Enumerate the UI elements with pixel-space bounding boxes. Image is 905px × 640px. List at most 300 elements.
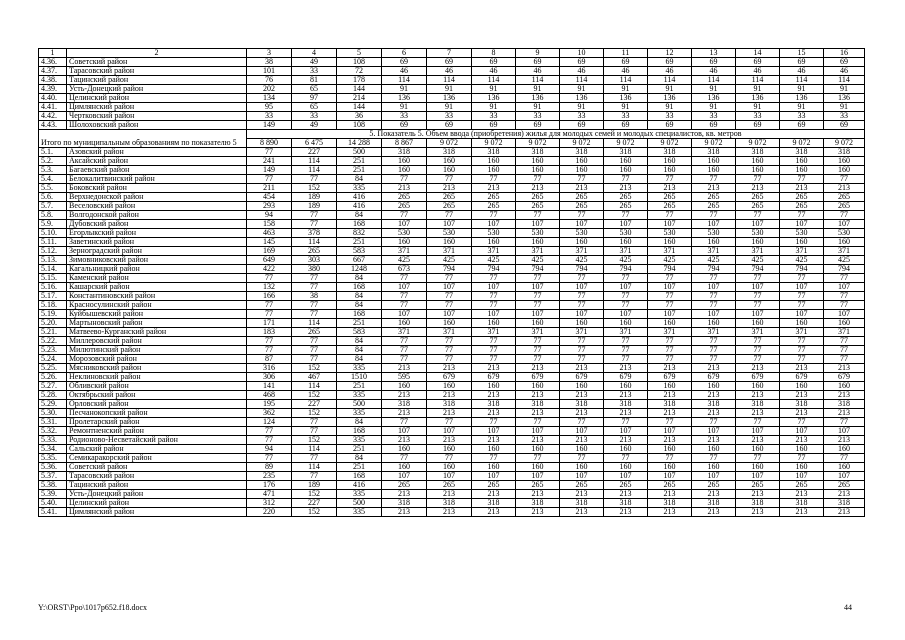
value-cell: 251 <box>337 319 382 328</box>
table-row <box>39 373 865 382</box>
value-cell: 371 <box>427 247 472 256</box>
value-cell: 77 <box>780 211 824 220</box>
value-cell: 213 <box>736 184 780 193</box>
value-cell: 107 <box>560 283 604 292</box>
value-cell: 84 <box>337 355 382 364</box>
value-cell: 213 <box>427 391 472 400</box>
value-cell: 679 <box>516 373 560 382</box>
value-cell: 77 <box>247 454 292 463</box>
value-cell: 136 <box>382 94 427 103</box>
district-name: Тарасовский район <box>67 67 247 76</box>
value-cell: 318 <box>427 400 472 409</box>
value-cell: 679 <box>736 373 780 382</box>
value-cell: 371 <box>382 328 427 337</box>
value-cell: 160 <box>692 319 736 328</box>
value-cell: 77 <box>427 301 472 310</box>
value-cell: 136 <box>560 94 604 103</box>
value-cell: 679 <box>427 373 472 382</box>
value-cell: 107 <box>736 427 780 436</box>
document-page <box>38 48 864 517</box>
value-cell: 160 <box>427 166 472 175</box>
total-value: 9 072 <box>427 139 472 148</box>
value-cell: 673 <box>382 265 427 274</box>
table-row <box>39 445 865 454</box>
value-cell: 530 <box>604 229 648 238</box>
value-cell: 77 <box>472 355 516 364</box>
value-cell: 318 <box>692 499 736 508</box>
value-cell: 77 <box>292 418 337 427</box>
value-cell: 160 <box>736 445 780 454</box>
value-cell: 213 <box>736 436 780 445</box>
value-cell: 160 <box>560 319 604 328</box>
table-row <box>39 499 865 508</box>
value-cell: 136 <box>472 94 516 103</box>
value-cell: 152 <box>292 391 337 400</box>
section-title: 5. Показатель 5. Объем ввода (приобретения) жилья для молодых семей и молодых специалистов, кв. метров <box>247 130 865 139</box>
value-cell: 46 <box>604 67 648 76</box>
value-cell: 69 <box>472 121 516 130</box>
value-cell: 77 <box>247 346 292 355</box>
value-cell: 160 <box>692 382 736 391</box>
value-cell: 33 <box>648 112 692 121</box>
value-cell: 77 <box>824 292 865 301</box>
row-number: 5.30. <box>39 409 67 418</box>
value-cell: 107 <box>516 472 560 481</box>
value-cell: 114 <box>648 76 692 85</box>
value-cell: 265 <box>516 193 560 202</box>
value-cell: 77 <box>292 472 337 481</box>
value-cell: 91 <box>736 103 780 112</box>
value-cell: 265 <box>516 481 560 490</box>
value-cell: 265 <box>692 193 736 202</box>
value-cell: 77 <box>692 454 736 463</box>
value-cell: 160 <box>824 463 865 472</box>
value-cell: 251 <box>337 238 382 247</box>
value-cell: 160 <box>824 157 865 166</box>
value-cell: 107 <box>560 310 604 319</box>
value-cell: 65 <box>292 103 337 112</box>
row-number: 5.5. <box>39 184 67 193</box>
value-cell: 77 <box>648 337 692 346</box>
value-cell: 77 <box>824 211 865 220</box>
value-cell: 149 <box>247 121 292 130</box>
value-cell: 251 <box>337 157 382 166</box>
value-cell: 160 <box>648 166 692 175</box>
value-cell: 160 <box>516 445 560 454</box>
value-cell: 530 <box>427 229 472 238</box>
value-cell: 265 <box>292 328 337 337</box>
value-cell: 33 <box>692 112 736 121</box>
value-cell: 213 <box>472 490 516 499</box>
value-cell: 318 <box>382 400 427 409</box>
value-cell: 265 <box>560 193 604 202</box>
district-name: Обливский район <box>67 382 247 391</box>
value-cell: 91 <box>472 103 516 112</box>
footer-file-path: Y:\ORST\Ppo\1017p652.f18.docx <box>38 603 148 612</box>
value-cell: 213 <box>427 436 472 445</box>
row-number: 4.42. <box>39 112 67 121</box>
value-cell: 213 <box>648 184 692 193</box>
value-cell: 318 <box>736 499 780 508</box>
value-cell: 265 <box>604 193 648 202</box>
value-cell: 77 <box>472 175 516 184</box>
row-number: 5.9. <box>39 220 67 229</box>
value-cell: 318 <box>648 400 692 409</box>
value-cell: 152 <box>292 508 337 517</box>
value-cell: 371 <box>382 247 427 256</box>
value-cell: 318 <box>648 148 692 157</box>
value-cell: 213 <box>824 436 865 445</box>
value-cell: 160 <box>692 238 736 247</box>
district-name: Мартыновский район <box>67 319 247 328</box>
row-number: 5.10. <box>39 229 67 238</box>
value-cell: 77 <box>648 301 692 310</box>
value-cell: 152 <box>292 364 337 373</box>
value-cell: 416 <box>337 481 382 490</box>
header-cell: 2 <box>67 49 247 58</box>
table-row <box>39 67 865 76</box>
value-cell: 38 <box>247 58 292 67</box>
value-cell: 213 <box>560 490 604 499</box>
district-name: Целинский район <box>67 499 247 508</box>
value-cell: 108 <box>337 58 382 67</box>
value-cell: 136 <box>692 94 736 103</box>
value-cell: 77 <box>780 418 824 427</box>
value-cell: 107 <box>516 427 560 436</box>
value-cell: 241 <box>247 157 292 166</box>
value-cell: 160 <box>648 157 692 166</box>
value-cell: 107 <box>692 472 736 481</box>
value-cell: 77 <box>560 211 604 220</box>
value-cell: 202 <box>247 85 292 94</box>
value-cell: 107 <box>382 427 427 436</box>
value-cell: 318 <box>824 400 865 409</box>
value-cell: 33 <box>560 112 604 121</box>
value-cell: 335 <box>337 490 382 499</box>
value-cell: 160 <box>736 463 780 472</box>
value-cell: 371 <box>604 328 648 337</box>
table-row <box>39 148 865 157</box>
value-cell: 335 <box>337 364 382 373</box>
value-cell: 77 <box>382 274 427 283</box>
value-cell: 114 <box>427 76 472 85</box>
value-cell: 220 <box>247 508 292 517</box>
row-number: 5.4. <box>39 175 67 184</box>
value-cell: 114 <box>824 76 865 85</box>
value-cell: 160 <box>382 319 427 328</box>
value-cell: 213 <box>516 391 560 400</box>
value-cell: 114 <box>292 157 337 166</box>
value-cell: 84 <box>337 418 382 427</box>
value-cell: 160 <box>472 166 516 175</box>
district-name: Целинский район <box>67 94 247 103</box>
value-cell: 81 <box>292 76 337 85</box>
row-number: 5.15. <box>39 274 67 283</box>
value-cell: 136 <box>648 94 692 103</box>
value-cell: 77 <box>427 355 472 364</box>
value-cell: 265 <box>824 202 865 211</box>
value-cell: 318 <box>604 400 648 409</box>
value-cell: 160 <box>736 382 780 391</box>
value-cell: 318 <box>560 499 604 508</box>
value-cell: 91 <box>824 103 865 112</box>
value-cell: 69 <box>780 121 824 130</box>
value-cell: 33 <box>247 112 292 121</box>
value-cell: 107 <box>648 427 692 436</box>
value-cell: 69 <box>736 58 780 67</box>
value-cell: 530 <box>560 229 604 238</box>
value-cell: 107 <box>692 427 736 436</box>
header-row <box>39 49 865 58</box>
table-row <box>39 76 865 85</box>
value-cell: 46 <box>736 67 780 76</box>
value-cell: 107 <box>560 427 604 436</box>
row-number: 4.38. <box>39 76 67 85</box>
row-number: 5.23. <box>39 346 67 355</box>
value-cell: 213 <box>604 508 648 517</box>
row-number: 5.16. <box>39 283 67 292</box>
value-cell: 46 <box>648 67 692 76</box>
value-cell: 108 <box>337 121 382 130</box>
value-cell: 213 <box>824 490 865 499</box>
row-number: 5.13. <box>39 256 67 265</box>
value-cell: 213 <box>516 490 560 499</box>
row-number: 5.29. <box>39 400 67 409</box>
row-number: 5.20. <box>39 319 67 328</box>
value-cell: 189 <box>292 481 337 490</box>
value-cell: 160 <box>472 463 516 472</box>
value-cell: 160 <box>604 445 648 454</box>
value-cell: 77 <box>247 427 292 436</box>
table-row <box>39 166 865 175</box>
value-cell: 303 <box>292 256 337 265</box>
value-cell: 84 <box>337 346 382 355</box>
value-cell: 77 <box>427 211 472 220</box>
district-name: Миллеровский район <box>67 337 247 346</box>
value-cell: 583 <box>337 328 382 337</box>
value-cell: 107 <box>382 472 427 481</box>
value-cell: 213 <box>692 490 736 499</box>
value-cell: 77 <box>516 346 560 355</box>
row-number: 5.34. <box>39 445 67 454</box>
value-cell: 500 <box>337 499 382 508</box>
district-name: Зерноградский район <box>67 247 247 256</box>
value-cell: 152 <box>292 184 337 193</box>
value-cell: 265 <box>472 193 516 202</box>
district-name: Тацинский район <box>67 481 247 490</box>
value-cell: 77 <box>382 292 427 301</box>
district-name: Октябрьский район <box>67 391 247 400</box>
value-cell: 500 <box>337 148 382 157</box>
value-cell: 530 <box>472 229 516 238</box>
value-cell: 77 <box>692 292 736 301</box>
value-cell: 77 <box>516 301 560 310</box>
value-cell: 33 <box>516 112 560 121</box>
value-cell: 77 <box>292 427 337 436</box>
value-cell: 213 <box>780 508 824 517</box>
value-cell: 160 <box>648 319 692 328</box>
value-cell: 77 <box>472 211 516 220</box>
table-row <box>39 220 865 229</box>
value-cell: 38 <box>292 292 337 301</box>
value-cell: 530 <box>824 229 865 238</box>
value-cell: 77 <box>692 337 736 346</box>
value-cell: 114 <box>780 76 824 85</box>
value-cell: 107 <box>472 472 516 481</box>
total-value: 14 288 <box>337 139 382 148</box>
total-value: 9 072 <box>472 139 516 148</box>
table-row <box>39 355 865 364</box>
value-cell: 160 <box>516 463 560 472</box>
value-cell: 114 <box>292 319 337 328</box>
value-cell: 227 <box>292 400 337 409</box>
value-cell: 794 <box>516 265 560 274</box>
district-name: Каменский район <box>67 274 247 283</box>
row-number: 5.33. <box>39 436 67 445</box>
value-cell: 77 <box>382 418 427 427</box>
value-cell: 107 <box>824 283 865 292</box>
value-cell: 69 <box>780 58 824 67</box>
value-cell: 160 <box>516 166 560 175</box>
value-cell: 265 <box>780 202 824 211</box>
value-cell: 371 <box>560 328 604 337</box>
value-cell: 213 <box>692 184 736 193</box>
value-cell: 77 <box>382 346 427 355</box>
value-cell: 77 <box>247 148 292 157</box>
value-cell: 77 <box>736 337 780 346</box>
value-cell: 91 <box>560 103 604 112</box>
value-cell: 213 <box>604 364 648 373</box>
table-row <box>39 301 865 310</box>
value-cell: 77 <box>824 355 865 364</box>
value-cell: 160 <box>692 445 736 454</box>
value-cell: 91 <box>648 85 692 94</box>
header-cell: 16 <box>824 49 865 58</box>
value-cell: 107 <box>382 310 427 319</box>
footer-page-number: 44 <box>844 603 852 612</box>
value-cell: 265 <box>736 481 780 490</box>
value-cell: 213 <box>736 391 780 400</box>
value-cell: 500 <box>337 400 382 409</box>
value-cell: 794 <box>648 265 692 274</box>
value-cell: 316 <box>247 364 292 373</box>
value-cell: 77 <box>692 418 736 427</box>
value-cell: 160 <box>427 382 472 391</box>
value-cell: 91 <box>692 85 736 94</box>
value-cell: 136 <box>780 94 824 103</box>
value-cell: 265 <box>427 193 472 202</box>
value-cell: 77 <box>247 436 292 445</box>
value-cell: 679 <box>560 373 604 382</box>
value-cell: 107 <box>824 472 865 481</box>
value-cell: 160 <box>824 382 865 391</box>
row-number: 5.31. <box>39 418 67 427</box>
header-cell: 8 <box>472 49 516 58</box>
value-cell: 160 <box>736 157 780 166</box>
table-row <box>39 283 865 292</box>
value-cell: 77 <box>427 418 472 427</box>
district-name: Морозовский район <box>67 355 247 364</box>
value-cell: 33 <box>824 112 865 121</box>
value-cell: 160 <box>604 238 648 247</box>
value-cell: 318 <box>692 400 736 409</box>
value-cell: 77 <box>648 346 692 355</box>
value-cell: 95 <box>247 103 292 112</box>
value-cell: 77 <box>780 454 824 463</box>
value-cell: 77 <box>692 211 736 220</box>
value-cell: 77 <box>292 310 337 319</box>
value-cell: 213 <box>824 391 865 400</box>
value-cell: 77 <box>604 346 648 355</box>
value-cell: 77 <box>472 274 516 283</box>
value-cell: 312 <box>247 499 292 508</box>
value-cell: 213 <box>824 184 865 193</box>
total-value: 9 072 <box>824 139 865 148</box>
value-cell: 318 <box>780 148 824 157</box>
value-cell: 371 <box>780 328 824 337</box>
row-number: 5.25. <box>39 364 67 373</box>
value-cell: 77 <box>292 301 337 310</box>
value-cell: 371 <box>824 247 865 256</box>
table-row <box>39 247 865 256</box>
value-cell: 471 <box>247 490 292 499</box>
table-row <box>39 238 865 247</box>
table-row <box>39 436 865 445</box>
district-name: Советский район <box>67 463 247 472</box>
value-cell: 213 <box>692 409 736 418</box>
value-cell: 160 <box>604 382 648 391</box>
table-row <box>39 328 865 337</box>
value-cell: 91 <box>382 85 427 94</box>
value-cell: 152 <box>292 490 337 499</box>
value-cell: 213 <box>692 391 736 400</box>
header-cell: 13 <box>692 49 736 58</box>
value-cell: 213 <box>692 364 736 373</box>
value-cell: 160 <box>382 382 427 391</box>
value-cell: 33 <box>472 112 516 121</box>
value-cell: 318 <box>472 499 516 508</box>
row-number: 4.40. <box>39 94 67 103</box>
value-cell: 160 <box>692 157 736 166</box>
value-cell: 530 <box>736 229 780 238</box>
value-cell: 213 <box>604 409 648 418</box>
value-cell: 318 <box>516 148 560 157</box>
value-cell: 69 <box>560 121 604 130</box>
header-cell: 3 <box>247 49 292 58</box>
value-cell: 77 <box>736 274 780 283</box>
value-cell: 213 <box>560 508 604 517</box>
value-cell: 107 <box>604 220 648 229</box>
value-cell: 530 <box>648 229 692 238</box>
value-cell: 77 <box>247 274 292 283</box>
value-cell: 77 <box>516 418 560 427</box>
value-cell: 318 <box>780 499 824 508</box>
value-cell: 160 <box>648 445 692 454</box>
table-row <box>39 310 865 319</box>
district-name: Усть-Донецкий район <box>67 490 247 499</box>
row-number: 5.24. <box>39 355 67 364</box>
value-cell: 114 <box>472 76 516 85</box>
value-cell: 77 <box>560 175 604 184</box>
value-cell: 77 <box>780 301 824 310</box>
value-cell: 318 <box>382 499 427 508</box>
row-number: 5.14. <box>39 265 67 274</box>
total-row <box>39 139 865 148</box>
value-cell: 134 <box>247 94 292 103</box>
value-cell: 145 <box>247 238 292 247</box>
value-cell: 213 <box>427 508 472 517</box>
value-cell: 794 <box>604 265 648 274</box>
